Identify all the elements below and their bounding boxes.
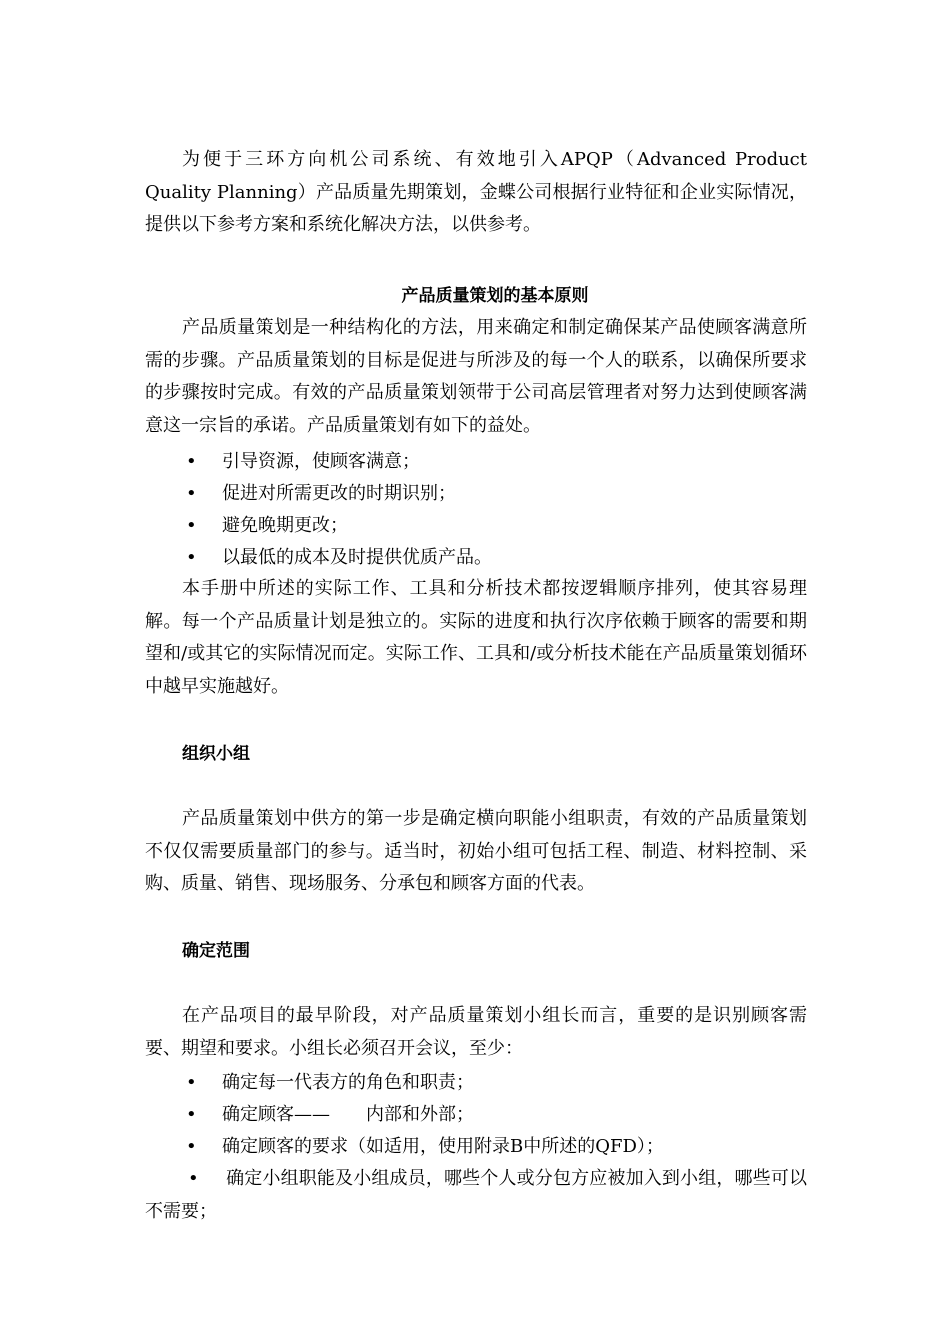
list-item <box>186 448 420 476</box>
list-item-text: 促进对所需更改的时期识别； <box>222 483 456 504</box>
scope-paragraph: 在产品项目的最早阶段，对产品质量策划小组长而言，重要的是识别顾客需要、期望和要求。小组长必须召开会议，至少： <box>145 1005 807 1059</box>
list-item <box>186 1101 474 1129</box>
section-title-principles: 产品质量策划的基本原则 <box>401 286 589 306</box>
list-item-text: 确定顾客—— <box>222 1104 330 1125</box>
team-paragraph: 产品质量策划中供方的第一步是确定横向职能小组职责，有效的产品质量策划不仅仅需要质量部门的参与。适当时，初始小组可包括工程、制造、材料控制、采购、质量、销售、现场服务、分承包和顾客方面的代表。 <box>145 808 807 894</box>
section-title-team: 组织小组 <box>182 744 250 764</box>
list-item-text-suffix: 内部和外部； <box>366 1104 474 1125</box>
list-item-text: 确定顾客的要求（如适用，使用附录B中所述的QFD）； <box>222 1136 664 1157</box>
list-item-text: 避免晚期更改； <box>222 515 348 536</box>
section-title-scope: 确定范围 <box>182 941 250 961</box>
list-item-text: 确定每一代表方的角色和职责； <box>222 1072 474 1093</box>
list-item <box>186 480 456 508</box>
bullet-marker: • <box>186 483 197 504</box>
manual-paragraph: 本手册中所述的实际工作、工具和分析技术都按逻辑顺序排列，使其容易理解。每一个产品质量计划是独立的。实际的进度和执行次序依赖于顾客的需要和期望和/或其它的实际情况而定。实际工作、工具和/或分析技术能在产品质量策划循环中越早实施越好。 <box>145 578 807 697</box>
bullet-marker: • <box>186 515 197 536</box>
bullet-marker: • <box>186 451 197 472</box>
bullet-marker: • <box>188 1168 199 1189</box>
list-item <box>186 1069 474 1097</box>
list-item <box>186 512 348 540</box>
bullet-marker: • <box>186 547 197 568</box>
list-item-text: 以最低的成本及时提供优质产品。 <box>222 547 492 568</box>
list-item <box>186 544 492 572</box>
bullet-marker: • <box>186 1136 197 1157</box>
intro-paragraph: 为便于三环方向机公司系统、有效地引入APQP（Advanced Product Quality Planning）产品质量先期策划，金蝶公司根据行业特征和企业实际情况，提供以下参考方案和系统化解决方法，以供参考。 <box>145 149 807 235</box>
list-item <box>186 1133 664 1161</box>
list-item <box>145 1163 807 1228</box>
bullet-marker: • <box>186 1072 197 1093</box>
list-item-text: 确定小组职能及小组成员，哪些个人或分包方应被加入到小组，哪些可以不需要； <box>145 1168 807 1222</box>
principles-paragraph: 产品质量策划是一种结构化的方法，用来确定和制定确保某产品使顾客满意所需的步骤。产品质量策划的目标是促进与所涉及的每一个人的联系，以确保所要求的步骤按时完成。有效的产品质量策划领带于公司高层管理者对努力达到使顾客满意这一宗旨的承诺。产品质量策划有如下的益处。 <box>145 317 807 436</box>
list-item-text: 引导资源，使顾客满意； <box>222 451 420 472</box>
bullet-marker: • <box>186 1104 197 1125</box>
